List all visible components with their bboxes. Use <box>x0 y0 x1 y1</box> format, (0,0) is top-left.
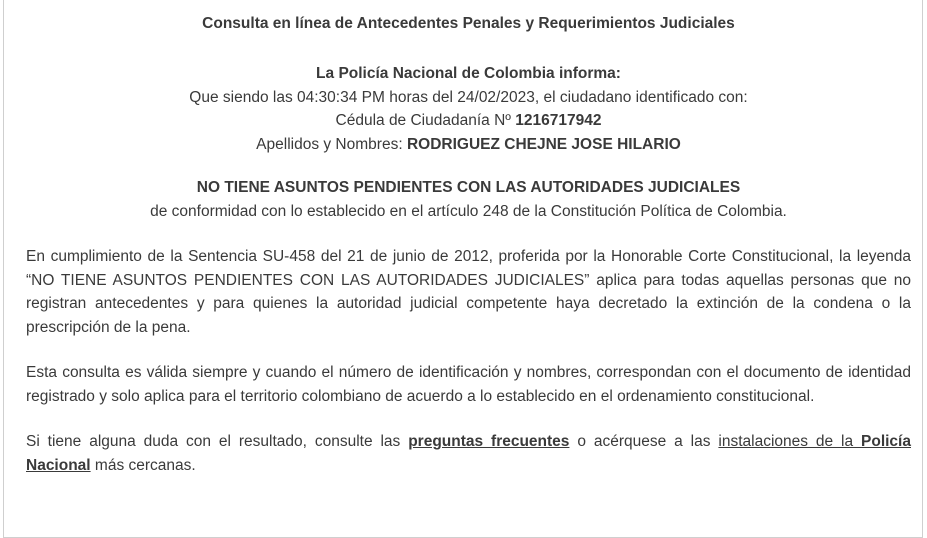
result-status: NO TIENE ASUNTOS PENDIENTES CON LAS AUTORIDADES JUDICIALES <box>196 179 741 196</box>
validez-paragraph: Esta consulta es válida siempre y cuando el número de identificación y nombres, correspondan con el documento de identidad registrado y solo aplica para el territorio colombiano de acuerdo a lo establecido en el ordenamiento constitucional. <box>26 364 911 405</box>
facilities-link-text[interactable]: instalaciones de la <box>718 433 862 450</box>
informa-heading: La Policía Nacional de Colombia informa: <box>316 65 621 82</box>
informa-block <box>26 62 911 156</box>
faq-link[interactable]: preguntas frecuentes <box>408 433 570 450</box>
names-label: Apellidos y Nombres: <box>256 135 407 153</box>
result-content <box>26 14 911 477</box>
doubts-paragraph <box>26 430 911 477</box>
page-title: Consulta en línea de Antecedentes Penales y Requerimientos Judiciales <box>202 15 735 32</box>
result-block <box>26 176 911 223</box>
police-link-text[interactable]: Policía Nacional <box>26 433 911 474</box>
names-line <box>26 133 911 157</box>
cedula-number: 1216717942 <box>515 112 602 129</box>
cedula-line <box>26 109 911 133</box>
names-value: RODRIGUEZ CHEJNE JOSE HILARIO <box>406 135 681 153</box>
sentencia-paragraph: En cumplimiento de la Sentencia SU-458 del 21 de junio de 2012, proferida por la Honorable Corte Constitucional, la leyenda “NO TIENE ASUNTOS PENDIENTES CON LAS AUTORIDADES JUDICIALES” aplica para todas aquellas personas que no registran antecedentes y para quienes la autoridad judicial competente haya decretado la extinción de la condena o la prescripción de la pena. <box>26 248 911 336</box>
query-timestamp-line: Que siendo las 04:30:34 PM horas del 24/02/2023, el ciudadano identificado con: <box>189 88 748 106</box>
doubts-suffix: más cercanas. <box>90 456 196 474</box>
doubts-prefix: Si tiene alguna duda con el resultado, consulte las <box>26 433 409 450</box>
content-frame <box>3 0 923 538</box>
doubts-middle: o acérquese a las <box>569 433 719 450</box>
result-basis: de conformidad con lo establecido en el artículo 248 de la Constitución Política de Colombia. <box>150 202 787 220</box>
cedula-label: Cédula de Ciudadanía Nº <box>335 112 516 129</box>
